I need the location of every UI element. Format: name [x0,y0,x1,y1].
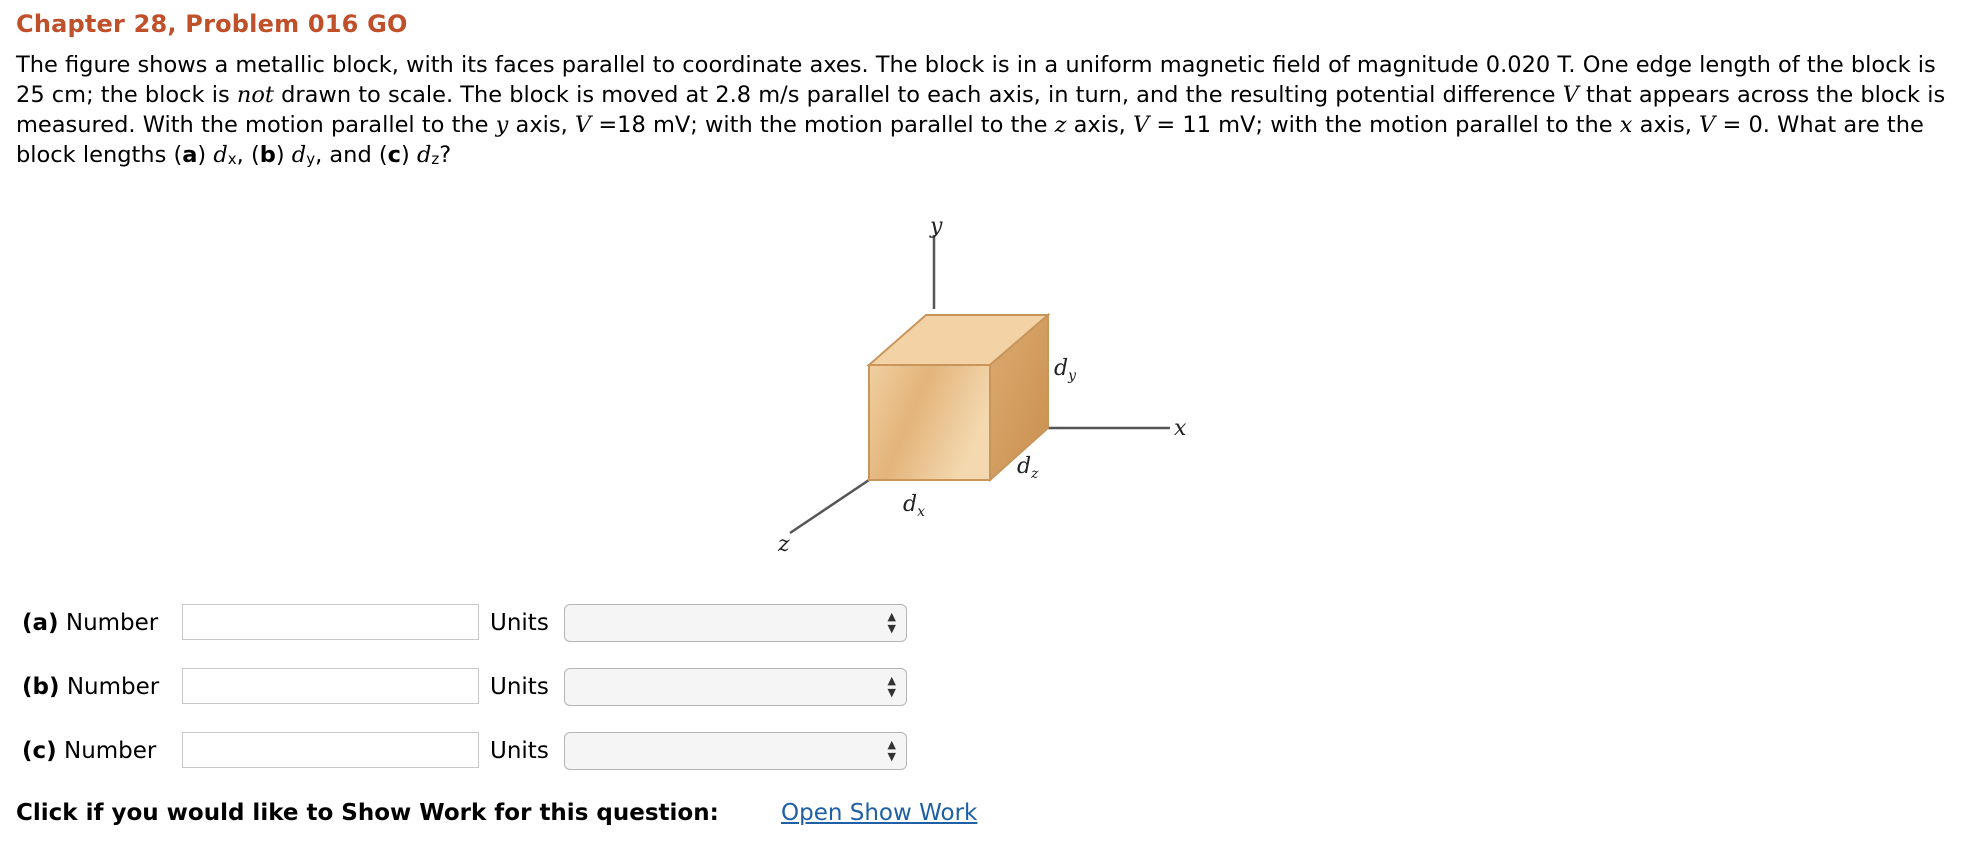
variable-z: z [1054,112,1067,138]
variable-v: V [1132,112,1150,138]
variable-d: d [416,142,432,168]
subscript-z: z [431,150,440,168]
axis-label-x: x [1174,416,1187,441]
select-arrows-icon: ▲ ▼ [887,674,896,699]
part-letter-c: c [387,142,402,168]
problem-text: ) [197,142,214,168]
variable-x: x [1619,112,1633,138]
units-label-a: Units [490,610,549,636]
dimension-label-dy: $d_y$ [1054,356,1077,384]
units-label-b: Units [490,674,549,700]
problem-text: drawn to scale. The block is moved at 2.8 m/s parallel to each axis, in turn, and the resulting potential difference [273,82,1563,108]
block-figure [760,215,1200,570]
problem-text: axis, [508,112,575,138]
units-select-b[interactable] [564,668,907,706]
block-front-face [869,365,990,480]
problem-text: = 11 mV; with the motion parallel to the [1149,112,1620,138]
subscript-x: x [227,150,237,168]
problem-text: The figure shows a metallic block, with its faces parallel to coordinate axes. The block is in a uniform magnetic field of magnitude 0.020 T. One edge length of the block is 25 cm; the block is [16,52,1936,108]
select-arrows-icon: ▲ ▼ [887,738,896,763]
part-c-label: (c) Number [22,738,157,764]
axis-label-y: y [930,215,943,239]
variable-v: V [1699,112,1716,138]
part-a-label: (a) Number [22,610,159,636]
problem-emphasis: not [236,82,274,108]
problem-text: =18 mV; with the motion parallel to the [591,112,1055,138]
problem-title: Chapter 28, Problem 016 GO [16,10,408,38]
problem-text: = 0. What are the block lengths ( [16,112,1924,168]
part-letter-b: b [259,142,276,168]
open-show-work-link[interactable]: Open Show Work [781,800,978,826]
units-select-a[interactable] [564,604,907,642]
part-letter-a: a [182,142,198,168]
problem-text: ) [401,142,417,168]
number-input-a[interactable] [182,604,479,640]
problem-statement [16,50,1951,172]
variable-d: d [291,142,307,168]
select-arrows-icon: ▲ ▼ [887,610,896,635]
variable-v: V [1562,82,1579,108]
problem-text: , ( [236,142,260,168]
problem-text: axis, [1632,112,1700,138]
block-diagram [760,215,1200,570]
variable-y: y [495,112,509,138]
problem-text: ) [275,142,292,168]
part-b-label: (b) Number [22,674,160,700]
problem-text: ? [439,142,452,168]
subscript-y: y [306,150,316,168]
number-input-c[interactable] [182,732,479,768]
z-axis-line [790,480,869,533]
number-input-b[interactable] [182,668,479,704]
variable-d: d [213,142,228,168]
problem-text: axis, [1066,112,1133,138]
units-select-c[interactable] [564,732,907,770]
axis-label-z: z [778,532,790,557]
units-label-c: Units [490,738,549,764]
show-work-prompt: Click if you would like to Show Work for this question: [16,800,719,826]
variable-v: V [574,112,592,138]
dimension-label-dx: $d_x$ [903,492,925,520]
problem-text: that appears across the block is measured. With the motion parallel to the [16,82,1946,138]
problem-text: , and ( [315,142,388,168]
dimension-label-dz: $d_z$ [1017,454,1039,482]
